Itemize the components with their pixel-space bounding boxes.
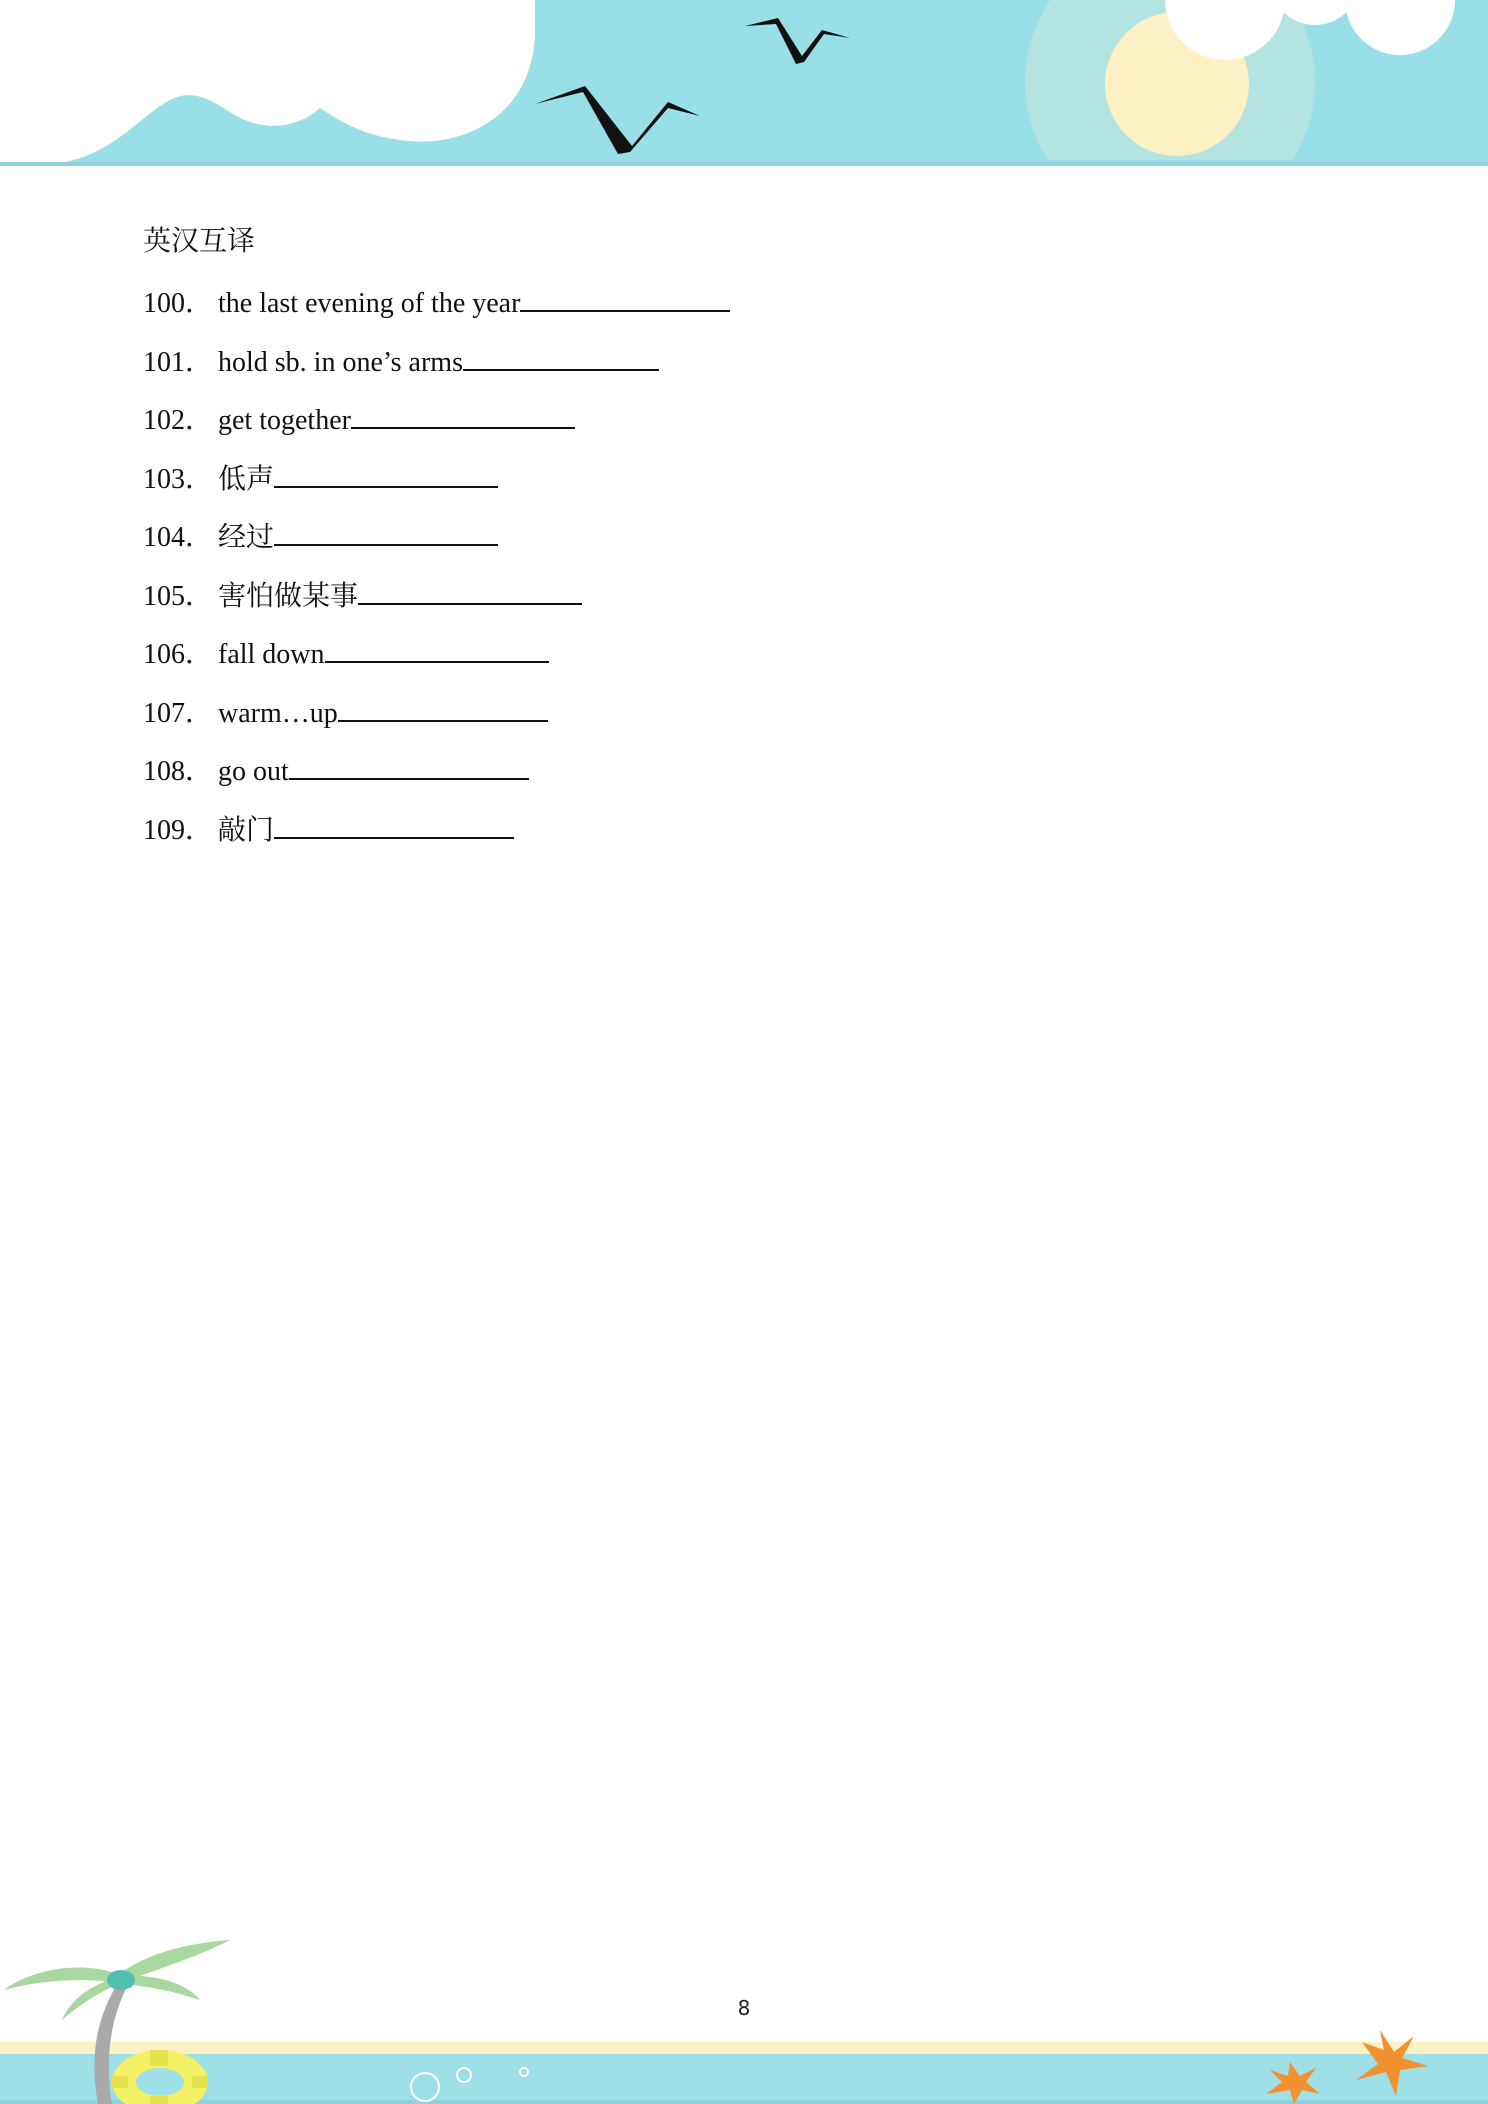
answer-blank[interactable] — [274, 514, 498, 546]
exercise-item-105 — [143, 573, 1343, 613]
item-prompt: 低声 — [218, 463, 275, 495]
item-prompt: fall down — [218, 639, 325, 670]
exercise-item-104 — [143, 514, 1343, 554]
exercise-item-108 — [143, 748, 1343, 788]
answer-blank[interactable] — [274, 807, 514, 839]
exercise-item-102 — [143, 397, 1343, 437]
item-prompt: the last evening of the year — [218, 288, 521, 319]
item-prompt: get together — [218, 405, 351, 436]
exercise-item-107 — [143, 690, 1343, 730]
item-number: 101． — [143, 346, 214, 378]
item-prompt: warm…up — [218, 697, 338, 729]
exercise-item-103 — [143, 456, 1343, 496]
item-prompt: 害怕做某事 — [218, 580, 359, 612]
answer-blank[interactable] — [325, 631, 549, 663]
answer-blank[interactable] — [463, 339, 659, 371]
item-number: 106． — [143, 639, 214, 670]
item-prompt: go out — [218, 756, 289, 787]
exercise-item-101 — [143, 339, 1343, 379]
item-number: 104． — [143, 522, 214, 553]
item-number: 103． — [143, 463, 214, 495]
item-number: 109． — [143, 814, 214, 846]
exercise-content — [143, 222, 1343, 865]
item-number: 102． — [143, 405, 214, 436]
item-number: 107． — [143, 697, 214, 729]
footer-beach-illustration — [0, 1930, 1488, 2104]
item-prompt: 经过 — [218, 522, 275, 553]
section-title: 英汉互译 — [143, 226, 256, 257]
answer-blank[interactable] — [289, 748, 529, 780]
answer-blank[interactable] — [351, 397, 575, 429]
item-prompt: hold sb. in one’s arms — [218, 346, 463, 378]
answer-blank[interactable] — [520, 280, 730, 312]
answer-blank[interactable] — [274, 456, 498, 488]
answer-blank[interactable] — [358, 573, 582, 605]
item-prompt: 敲门 — [218, 814, 275, 846]
item-number: 108． — [143, 756, 214, 787]
answer-blank[interactable] — [338, 690, 548, 722]
exercise-item-106 — [143, 631, 1343, 671]
exercise-item-100 — [143, 280, 1343, 320]
page-number: 8 — [737, 1996, 751, 2020]
item-number: 100． — [143, 288, 214, 319]
header-sky-illustration — [0, 0, 1488, 166]
item-number: 105． — [143, 580, 214, 612]
exercise-item-109 — [143, 807, 1343, 847]
